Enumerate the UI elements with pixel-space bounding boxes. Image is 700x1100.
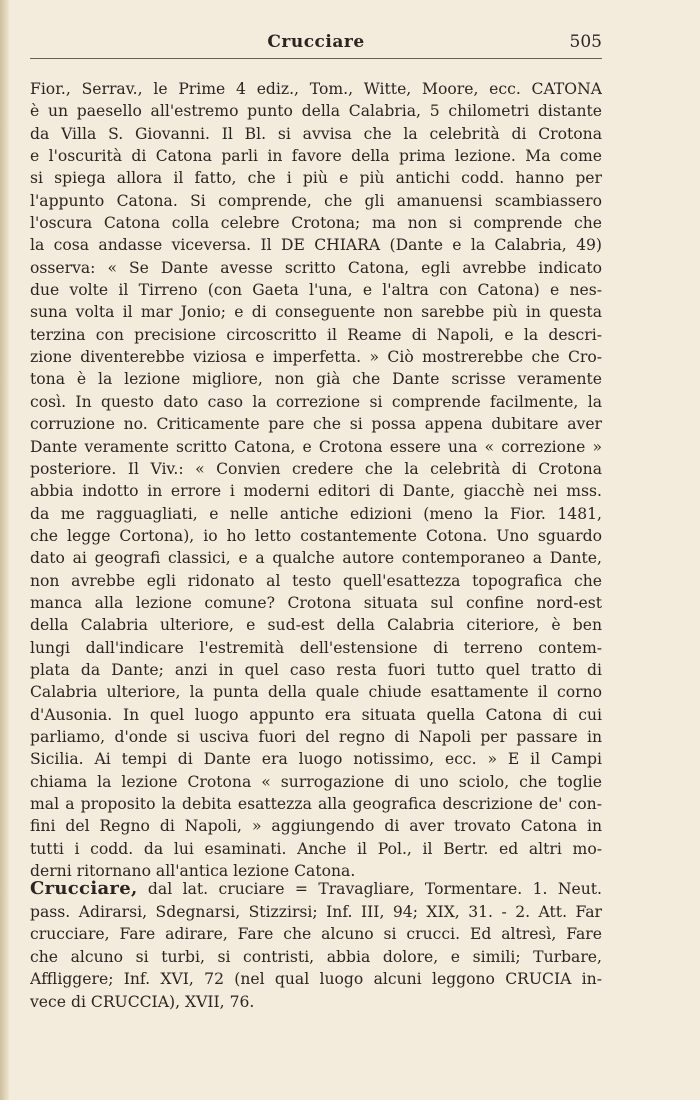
text-line: Calabria ulteriore, la punta della quale chiude esattamente il corno <box>30 683 602 702</box>
entry-first-line <box>30 878 602 901</box>
text-line: fini del Regno di Napoli, » aggiungendo di aver trovato Catona in <box>30 817 602 836</box>
text-line: mal a proposito la debita esattezza alla geografica descrizione de' con- <box>30 795 602 813</box>
text-line: da Villa S. Giovanni. Il Bl. si avvisa che la celebrità di Crotona <box>30 124 602 143</box>
text-line: che legge Cortona), io ho letto costantemente Cotona. Uno sguardo <box>30 526 602 545</box>
text-line: da me ragguagliati, e nelle antiche edizioni (meno la Fior. 1481, <box>30 504 602 523</box>
text-line: dato ai geografi classici, e a qualche autore contemporaneo a Dante, <box>30 549 602 568</box>
text-line: corruzione no. Criticamente pare che si possa appena dubitare aver <box>30 415 602 434</box>
text-line: posteriore. Il Viv.: « Convien credere che la celebrità di Crotona <box>30 459 602 478</box>
header-rule <box>30 58 602 59</box>
dictionary-entry <box>30 878 602 1014</box>
entry-line: dal lat. cruciare = Travagliare, Tormentare. 1. Neut. <box>137 880 602 898</box>
text-line: suna volta il mar Jonio; e di conseguente non sarebbe più in questa <box>30 303 602 322</box>
entry-line: Affliggere; Inf. XVI, 72 (nel qual luogo alcuni leggono CRUCIA in- <box>30 970 602 989</box>
text-line: così. In questo dato caso la correzione si comprende facilmente, la <box>30 392 602 411</box>
text-line: zione diventerebbe viziosa e imperfetta. » Ciò mostrerebbe che Cro- <box>30 348 602 367</box>
running-title: Crucciare <box>267 32 365 52</box>
page-spine-shadow <box>0 0 10 1100</box>
entry-line: pass. Adirarsi, Sdegnarsi, Stizzirsi; Inf. III, 94; XIX, 31. - 2. Att. Far <box>30 902 602 921</box>
text-line: tona è la lezione migliore, non già che Dante scrisse veramente <box>30 370 602 389</box>
text-line: due volte il Tirreno (con Gaeta l'una, e l'altra con Catona) e nes- <box>30 281 602 300</box>
text-line: l'oscura Catona colla celebre Crotona; ma non si comprende che <box>30 214 602 233</box>
text-line: lungi dall'indicare l'estremità dell'estensione di terreno contem- <box>30 638 602 657</box>
entry-lemma: Crucciare, <box>30 878 138 899</box>
entry-line: che alcuno si turbi, si contristi, abbia dolore, e simili; Turbare, <box>30 947 602 966</box>
text-line: tutti i codd. da lui esaminati. Anche il Pol., il Bertr. ed altri mo- <box>30 839 602 858</box>
text-line: Fior., Serrav., le Prime 4 ediz., Tom., Witte, Moore, ecc. CATONA <box>30 80 602 98</box>
page-number: 505 <box>569 32 602 52</box>
text-line: abbia indotto in errore i moderni editori di Dante, giacchè nei mss. <box>30 482 602 501</box>
text-line: osserva: « Se Dante avesse scritto Catona, egli avrebbe indicato <box>30 258 602 277</box>
commentary-paragraph <box>30 78 602 882</box>
text-line: Dante veramente scritto Catona, e Crotona essere una « correzione » <box>30 437 602 456</box>
entry-line: vece di CRUCCIA), XVII, 76. <box>30 992 255 1011</box>
text-line: non avrebbe egli ridonato al testo quell'esattezza topografica che <box>30 571 602 590</box>
text-line: d'Ausonia. In quel luogo appunto era situata quella Catona di cui <box>30 705 602 724</box>
text-line: manca alla lezione comune? Crotona situata sul confine nord-est <box>30 593 602 612</box>
text-line: chiama la lezione Crotona « surrogazione di uno sciolo, che toglie <box>30 772 602 791</box>
running-header <box>30 30 602 56</box>
text-line: si spiega allora il fatto, che i più e più antichi codd. hanno per <box>30 169 602 188</box>
text-line: derni ritornano all'antica lezione Catona. <box>30 862 356 881</box>
text-line: della Calabria ulteriore, e sud-est della Calabria citeriore, è ben <box>30 616 602 635</box>
text-line: la cosa andasse viceversa. Il DE CHIARA (Dante e la Calabria, 49) <box>30 236 602 255</box>
entry-line: crucciare, Fare adirare, Fare che alcuno si crucci. Ed altresì, Fare <box>30 925 602 944</box>
text-line: l'appunto Catona. Si comprende, che gli amanuensi scambiassero <box>30 191 602 210</box>
text-line: Sicilia. Ai tempi di Dante era luogo notissimo, ecc. » E il Campi <box>30 750 602 769</box>
text-line: terzina con precisione circoscritto il Reame di Napoli, e la descri- <box>30 325 602 344</box>
text-line: è un paesello all'estremo punto della Calabria, 5 chilometri distante <box>30 102 602 121</box>
text-line: e l'oscurità di Catona parli in favore della prima lezione. Ma come <box>30 147 602 166</box>
text-line: parliamo, d'onde si usciva fuori del regno di Napoli per passare in <box>30 727 602 746</box>
text-line: plata da Dante; anzi in quel caso resta fuori tutto quel tratto di <box>30 660 602 679</box>
